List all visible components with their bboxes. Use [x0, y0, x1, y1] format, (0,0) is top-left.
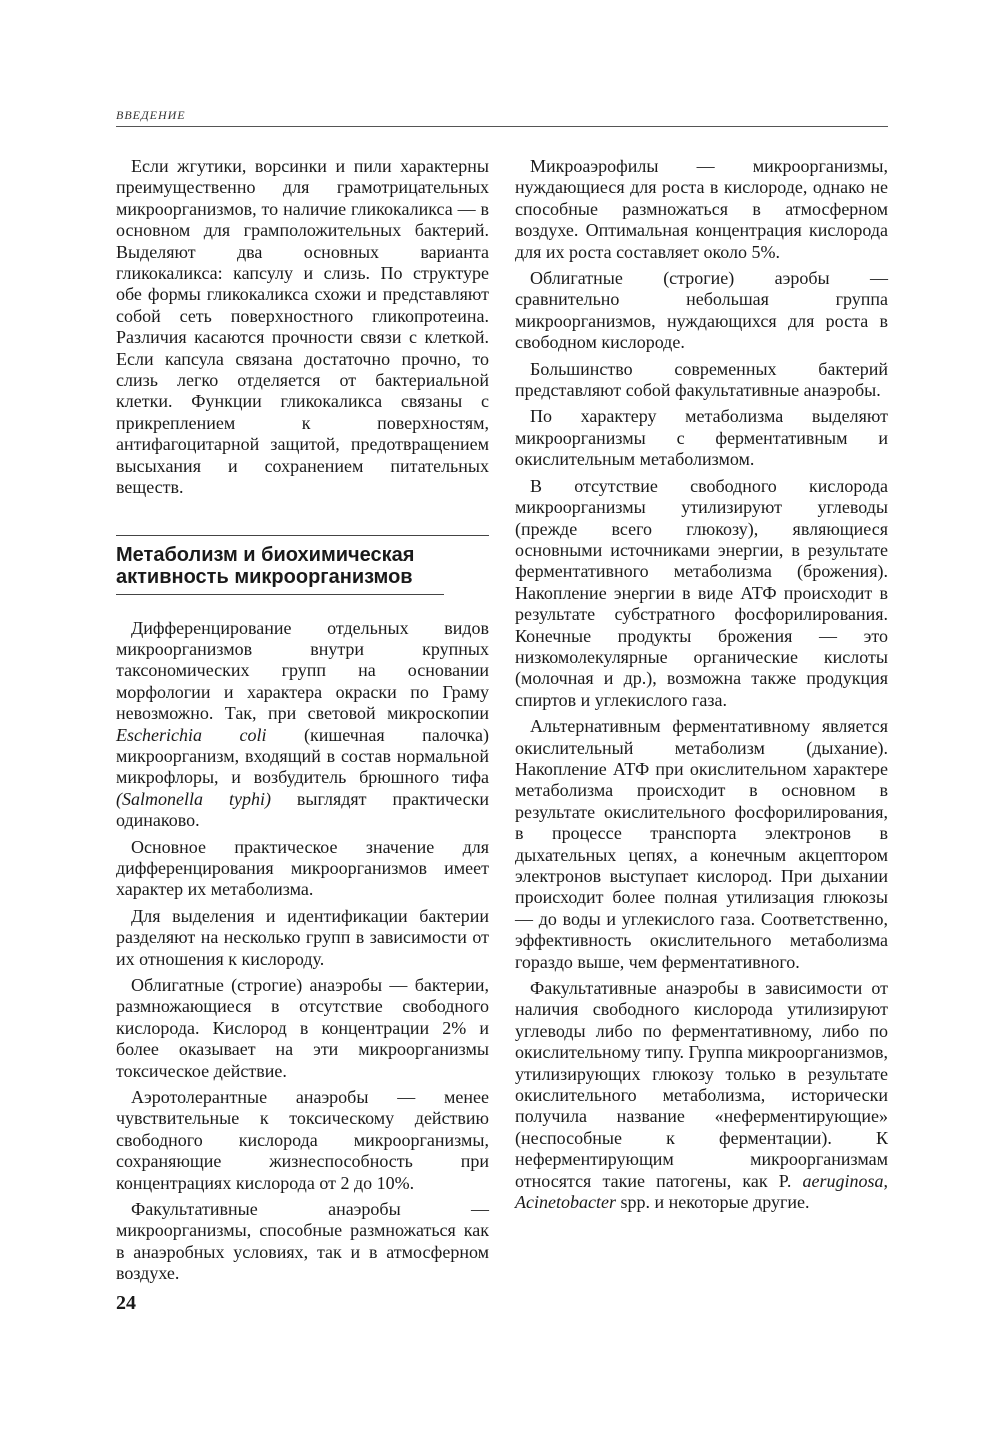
left-column	[116, 156, 489, 1290]
text-segment: Дифференцирование отдельных видов микроорганизмов внутри крупных таксономических групп на основании морфологии и характера окраски по Граму невозможно. Так, при световой микроскопии	[116, 617, 489, 724]
right-column	[515, 156, 888, 1219]
paragraph-metabolism-importance: Основное практическое значение для дифференцирования микроорганизмов имеет характер их метаболизма.	[116, 836, 489, 900]
text-segment: выглядят практически одинаково.	[116, 788, 489, 831]
paragraph-obligate-anaerobes: Облигатные (строгие) анаэробы — бактерии, размножающиеся в отсутствие свободного кислорода. Кислород в концентрации 2% и более оказывает на эти микроорганизмы токсическое действие.	[116, 975, 489, 1081]
header-rule	[116, 126, 888, 127]
paragraph-metabolism-types: По характеру метаболизма выделяют микроорганизмы с ферментативным и окислительным метаболизмом.	[515, 406, 888, 470]
page-number: 24	[116, 1292, 136, 1314]
paragraph-aerotolerant: Аэротолерантные анаэробы — менее чувствительные к токсическому действию свободного кислорода микроорганизмы, сохраняющие жизнеспособность при концентрациях кислорода от 2 до 10%.	[116, 1087, 489, 1193]
paragraph-obligate-aerobes: Облигатные (строгие) аэробы — сравнительно небольшая группа микроорганизмов, нуждающихся для роста в свободном кислороде.	[515, 268, 888, 353]
paragraph-nonfermenting	[515, 978, 888, 1213]
section-title	[116, 535, 489, 595]
paragraph-fermentation: В отсутствие свободного кислорода микроорганизмы утилизируют углеводы (прежде всего глюкозу), являющиеся основными источниками энергии, в результате ферментативного метаболизма (брожения). Накопление энергии в виде АТФ происходит в результате субстратного фосфорилирования. Конечные продукты брожения — это низкомолекулярные органические кислоты (молочная и др.), возможна также продукция спиртов и углекислого газа.	[515, 475, 888, 710]
text-segment: ,	[883, 1170, 888, 1191]
species-name-escherichia: Escherichia coli	[116, 724, 267, 745]
species-name-aeruginosa: aeruginosa	[802, 1170, 884, 1191]
paragraph-facultative: Факультативные анаэробы — микроорганизмы, способные размножаться как в анаэробных условиях, так и в атмосферном воздухе.	[116, 1199, 489, 1284]
text-segment: Факультативные анаэробы в зависимости от наличия свободного кислорода утилизируют углеводы либо по ферментативному, либо по окислительному типу. Группа микроорганизмов, утилизирующих глюкозу только в результате окислительного метаболизма, исторически получила название «неферментирующие» (неспособные к ферментации). К неферментирующим микроорганизмам относятся такие патогены, как P.	[515, 978, 888, 1191]
paragraph-glycocalyx: Если жгутики, ворсинки и пили характерны преимущественно для грамотрицательных микроорганизмов, то наличие гликокаликса — в основном для грамположительных бактерий. Выделяют два основных варианта гликокаликса: капсулу и слизь. По структуре обе формы гликокаликса схожи и представляют собой сеть поверхностного гликопротеина. Различия касаются прочности связи с клеткой. Если капсула связана достаточно прочно, то слизь легко отделяется от бактериальной клетки. Функции гликокаликса связаны с прикреплением к поверхностям, антифагоцитарной защитой, предотвращением высыхания и сохранением питательных веществ.	[116, 156, 489, 498]
paragraph-majority: Большинство современных бактерий представляют собой факультативные анаэробы.	[515, 358, 888, 401]
running-head: ВВЕДЕНИЕ	[116, 108, 186, 122]
section-title-rule	[116, 594, 444, 595]
text-segment: spp. и некоторые другие.	[615, 1192, 810, 1213]
paragraph-oxygen-groups: Для выделения и идентификации бактерии разделяют на несколько групп в зависимости от их отношения к кислороду.	[116, 905, 489, 969]
paragraph-oxidative: Альтернативным ферментативному является окислительный метаболизм (дыхание). Накопление АТФ при окислительном характере метаболизма происходит в основном в результате окислительного фосфорилирования, в процессе транспорта электронов в дыхательных цепях, а конечным акцептором электронов выступает кислород. При дыхании происходит более полная утилизация глюкозы — до воды и углекислого газа. Соответственно, эффективность окислительного метаболизма гораздо выше, чем ферментативного.	[515, 716, 888, 972]
section-title-text: Метаболизм и биохимическая активность микроорганизмов	[116, 543, 415, 588]
paragraph-microaerophiles: Микроаэрофилы — микроорганизмы, нуждающиеся для роста в кислороде, однако не способные размножаться в атмосферном воздухе. Оптимальная концентрация кислорода для их роста составляет около 5%.	[515, 156, 888, 262]
species-name-acinetobacter: Acinetobacter	[515, 1192, 616, 1213]
species-name-salmonella: (Salmonella typhi)	[116, 788, 271, 809]
text-segment: (кишечная палочка) микроорганизм, входящий в состав нормальной микрофлоры, и возбудитель брюшного тифа	[116, 724, 489, 788]
paragraph-differentiation	[116, 618, 489, 832]
